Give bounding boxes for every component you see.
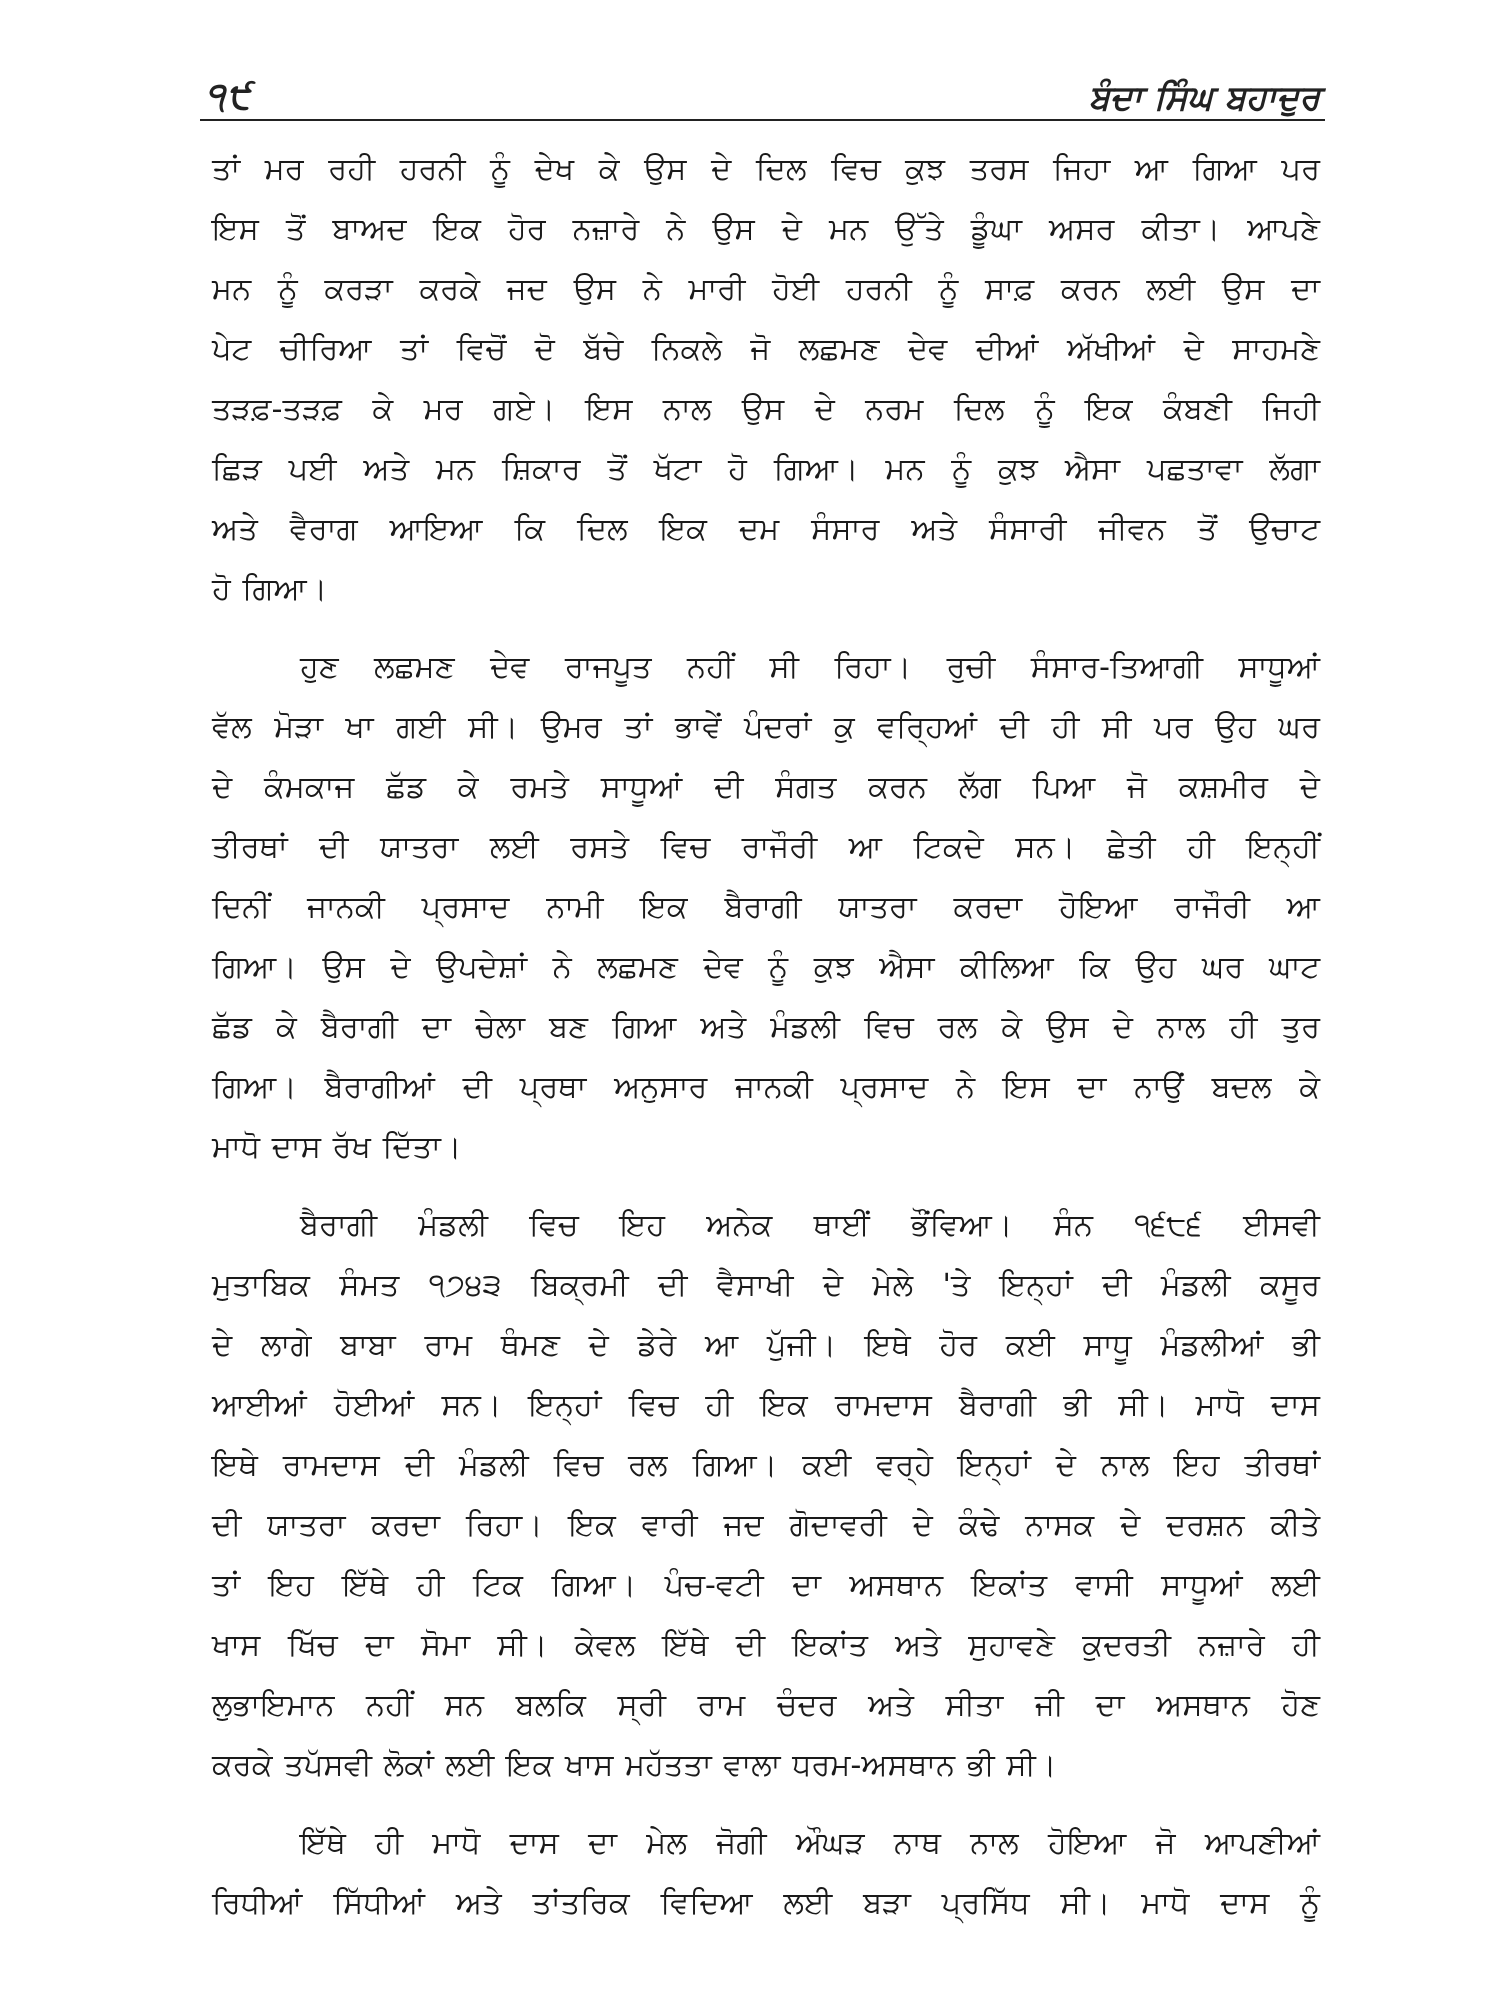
text-line: ਇਥੇ ਰਾਮਦਾਸ ਦੀ ਮੰਡਲੀ ਵਿਚ ਰਲ ਗਿਆ। ਕਈ ਵਰ੍ਹੇ ਇਨ੍ਹਾਂ ਦੇ ਨਾਲ ਇਹ ਤੀਰਥਾਂ bbox=[212, 1448, 1320, 1483]
text-line: ਇਸ ਤੋਂ ਬਾਅਦ ਇਕ ਹੋਰ ਨਜ਼ਾਰੇ ਨੇ ਉਸ ਦੇ ਮਨ ਉੱਤੇ ਡੂੰਘਾ ਅਸਰ ਕੀਤਾ। ਆਪਣੇ bbox=[212, 212, 1320, 247]
text-line: ਖਾਸ ਖਿੱਚ ਦਾ ਸੋਮਾ ਸੀ। ਕੇਵਲ ਇੱਥੇ ਦੀ ਇਕਾਂਤ ਅਤੇ ਸੁਹਾਵਣੇ ਕੁਦਰਤੀ ਨਜ਼ਾਰੇ ਹੀ bbox=[212, 1628, 1320, 1663]
text-line: ਦੇ ਕੰਮਕਾਜ ਛੱਡ ਕੇ ਰਮਤੇ ਸਾਧੂਆਂ ਦੀ ਸੰਗਤ ਕਰਨ ਲੱਗ ਪਿਆ ਜੋ ਕਸ਼ਮੀਰ ਦੇ bbox=[212, 770, 1320, 805]
book-title: ਬੰਦਾ ਸਿੰਘ ਬਹਾਦੁਰ bbox=[1088, 78, 1320, 118]
text-line: ਰਿਧੀਆਂ ਸਿੱਧੀਆਂ ਅਤੇ ਤਾਂਤਰਿਕ ਵਿਦਿਆ ਲਈ ਬੜਾ ਪ੍ਰਸਿੱਧ ਸੀ। ਮਾਧੋ ਦਾਸ ਨੂੰ bbox=[212, 1886, 1320, 1921]
text-line: ਬੈਰਾਗੀ ਮੰਡਲੀ ਵਿਚ ਇਹ ਅਨੇਕ ਥਾਈਂ ਭੌਂਵਿਆ। ਸੰਨ ੧੬੮੬ ਈਸਵੀ bbox=[300, 1208, 1320, 1243]
text-line: ਤੀਰਥਾਂ ਦੀ ਯਾਤਰਾ ਲਈ ਰਸਤੇ ਵਿਚ ਰਾਜੌਰੀ ਆ ਟਿਕਦੇ ਸਨ। ਛੇਤੀ ਹੀ ਇਨ੍ਹੀਂ bbox=[212, 830, 1320, 865]
text-line: ਦਿਨੀਂ ਜਾਨਕੀ ਪ੍ਰਸਾਦ ਨਾਮੀ ਇਕ ਬੈਰਾਗੀ ਯਾਤਰਾ ਕਰਦਾ ਹੋਇਆ ਰਾਜੌਰੀ ਆ bbox=[212, 890, 1320, 925]
body-text bbox=[212, 140, 1320, 1934]
paragraph-4 bbox=[212, 1814, 1320, 1934]
text-line: ਵੱਲ ਮੋੜਾ ਖਾ ਗਈ ਸੀ। ਉਮਰ ਤਾਂ ਭਾਵੇਂ ਪੰਦਰਾਂ ਕੁ ਵਰ੍ਹਿਆਂ ਦੀ ਹੀ ਸੀ ਪਰ ਉਹ ਘਰ bbox=[212, 710, 1320, 745]
text-line: ਇੱਥੇ ਹੀ ਮਾਧੋ ਦਾਸ ਦਾ ਮੇਲ ਜੋਗੀ ਔਘੜ ਨਾਥ ਨਾਲ ਹੋਇਆ ਜੋ ਆਪਣੀਆਂ bbox=[300, 1826, 1320, 1861]
paragraph-1 bbox=[212, 140, 1320, 620]
text-line: ਤਾਂ ਮਰ ਰਹੀ ਹਰਨੀ ਨੂੰ ਦੇਖ ਕੇ ਉਸ ਦੇ ਦਿਲ ਵਿਚ ਕੁਝ ਤਰਸ ਜਿਹਾ ਆ ਗਿਆ ਪਰ bbox=[212, 152, 1320, 187]
text-line: ਪੇਟ ਚੀਰਿਆ ਤਾਂ ਵਿਚੋਂ ਦੋ ਬੱਚੇ ਨਿਕਲੇ ਜੋ ਲਛਮਣ ਦੇਵ ਦੀਆਂ ਅੱਖੀਆਂ ਦੇ ਸਾਹਮਣੇ bbox=[212, 332, 1320, 367]
text-line: ਹੁਣ ਲਛਮਣ ਦੇਵ ਰਾਜਪੂਤ ਨਹੀਂ ਸੀ ਰਿਹਾ। ਰੁਚੀ ਸੰਸਾਰ-ਤਿਆਗੀ ਸਾਧੂਆਂ bbox=[300, 650, 1320, 685]
text-line: ਕਰਕੇ ਤਪੱਸਵੀ ਲੋਕਾਂ ਲਈ ਇਕ ਖਾਸ ਮਹੱਤਤਾ ਵਾਲਾ ਧਰਮ-ਅਸਥਾਨ ਭੀ ਸੀ। bbox=[212, 1748, 1057, 1783]
text-line: ਮਨ ਨੂੰ ਕਰੜਾ ਕਰਕੇ ਜਦ ਉਸ ਨੇ ਮਾਰੀ ਹੋਈ ਹਰਨੀ ਨੂੰ ਸਾਫ਼ ਕਰਨ ਲਈ ਉਸ ਦਾ bbox=[212, 272, 1320, 307]
text-line: ਮੁਤਾਬਿਕ ਸੰਮਤ ੧੭੪੩ ਬਿਕ੍ਰਮੀ ਦੀ ਵੈਸਾਖੀ ਦੇ ਮੇਲੇ 'ਤੇ ਇਨ੍ਹਾਂ ਦੀ ਮੰਡਲੀ ਕਸੂਰ bbox=[212, 1268, 1320, 1303]
running-head bbox=[205, 58, 1320, 118]
text-line: ਤਾਂ ਇਹ ਇੱਥੇ ਹੀ ਟਿਕ ਗਿਆ। ਪੰਚ-ਵਟੀ ਦਾ ਅਸਥਾਨ ਇਕਾਂਤ ਵਾਸੀ ਸਾਧੂਆਂ ਲਈ bbox=[212, 1568, 1320, 1603]
header-divider bbox=[200, 119, 1325, 121]
text-line: ਲੁਭਾਇਮਾਨ ਨਹੀਂ ਸਨ ਬਲਕਿ ਸ੍ਰੀ ਰਾਮ ਚੰਦਰ ਅਤੇ ਸੀਤਾ ਜੀ ਦਾ ਅਸਥਾਨ ਹੋਣ bbox=[212, 1688, 1320, 1723]
text-line: ਛਿੜ ਪਈ ਅਤੇ ਮਨ ਸ਼ਿਕਾਰ ਤੋਂ ਖੱਟਾ ਹੋ ਗਿਆ। ਮਨ ਨੂੰ ਕੁਝ ਐਸਾ ਪਛਤਾਵਾ ਲੱਗਾ bbox=[212, 452, 1320, 487]
text-line: ਤੜਫ਼-ਤੜਫ਼ ਕੇ ਮਰ ਗਏ। ਇਸ ਨਾਲ ਉਸ ਦੇ ਨਰਮ ਦਿਲ ਨੂੰ ਇਕ ਕੰਬਣੀ ਜਿਹੀ bbox=[212, 392, 1320, 427]
text-line: ਦੀ ਯਾਤਰਾ ਕਰਦਾ ਰਿਹਾ। ਇਕ ਵਾਰੀ ਜਦ ਗੋਦਾਵਰੀ ਦੇ ਕੰਢੇ ਨਾਸਕ ਦੇ ਦਰਸ਼ਨ ਕੀਤੇ bbox=[212, 1508, 1320, 1543]
text-line: ਗਿਆ। ਉਸ ਦੇ ਉਪਦੇਸ਼ਾਂ ਨੇ ਲਛਮਣ ਦੇਵ ਨੂੰ ਕੁਝ ਐਸਾ ਕੀਲਿਆ ਕਿ ਉਹ ਘਰ ਘਾਟ bbox=[212, 950, 1320, 985]
text-line: ਛੱਡ ਕੇ ਬੈਰਾਗੀ ਦਾ ਚੇਲਾ ਬਣ ਗਿਆ ਅਤੇ ਮੰਡਲੀ ਵਿਚ ਰਲ ਕੇ ਉਸ ਦੇ ਨਾਲ ਹੀ ਤੁਰ bbox=[212, 1010, 1320, 1045]
paragraph-3 bbox=[212, 1196, 1320, 1796]
text-line: ਗਿਆ। ਬੈਰਾਗੀਆਂ ਦੀ ਪ੍ਰਥਾ ਅਨੁਸਾਰ ਜਾਨਕੀ ਪ੍ਰਸਾਦ ਨੇ ਇਸ ਦਾ ਨਾਉਂ ਬਦਲ ਕੇ bbox=[212, 1070, 1320, 1105]
text-line: ਅਤੇ ਵੈਰਾਗ ਆਇਆ ਕਿ ਦਿਲ ਇਕ ਦਮ ਸੰਸਾਰ ਅਤੇ ਸੰਸਾਰੀ ਜੀਵਨ ਤੋਂ ਉਚਾਟ bbox=[212, 512, 1320, 547]
paragraph-2 bbox=[212, 638, 1320, 1178]
text-line: ਹੋ ਗਿਆ। bbox=[212, 572, 328, 607]
text-line: ਮਾਧੋ ਦਾਸ ਰੱਖ ਦਿੱਤਾ। bbox=[212, 1130, 462, 1165]
text-line: ਦੇ ਲਾਗੇ ਬਾਬਾ ਰਾਮ ਥੰਮਣ ਦੇ ਡੇਰੇ ਆ ਪੁੱਜੀ। ਇਥੇ ਹੋਰ ਕਈ ਸਾਧੂ ਮੰਡਲੀਆਂ ਭੀ bbox=[212, 1328, 1320, 1363]
page-number: ੧੯ bbox=[205, 76, 253, 117]
text-line: ਆਈਆਂ ਹੋਈਆਂ ਸਨ। ਇਨ੍ਹਾਂ ਵਿਚ ਹੀ ਇਕ ਰਾਮਦਾਸ ਬੈਰਾਗੀ ਭੀ ਸੀ। ਮਾਧੋ ਦਾਸ bbox=[212, 1388, 1320, 1423]
